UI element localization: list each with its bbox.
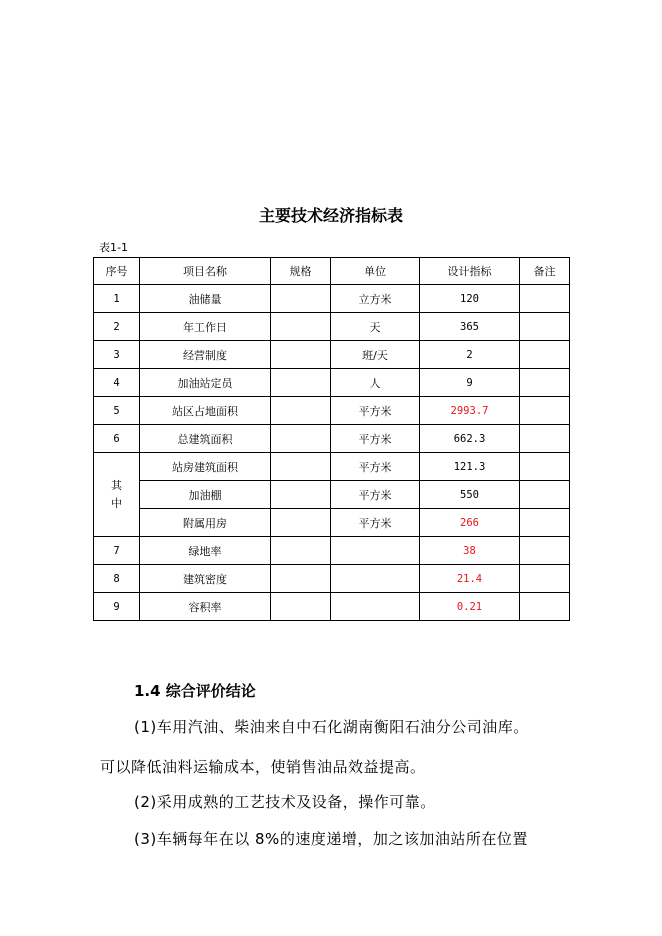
row-name: 经营制度 <box>140 341 271 369</box>
table-row <box>94 341 570 369</box>
section-heading: 1.4 综合评价结论 <box>134 682 256 700</box>
header-spec: 规格 <box>271 258 331 285</box>
paragraph-1-continued: 可以降低油料运输成本，使销售油品效益提高。 <box>100 758 426 776</box>
table-label: 表1-1 <box>99 241 128 254</box>
row-note <box>520 397 570 425</box>
sub-group-label <box>94 453 140 537</box>
table-row <box>94 593 570 621</box>
row-name: 建筑密度 <box>140 565 271 593</box>
row-value: 38 <box>420 537 520 565</box>
header-note: 备注 <box>520 258 570 285</box>
row-unit: 平方米 <box>331 425 420 453</box>
row-unit <box>331 593 420 621</box>
table-row <box>94 481 570 509</box>
sub-row-value: 121.3 <box>420 453 520 481</box>
row-spec <box>271 285 331 313</box>
page-title: 主要技术经济指标表 <box>258 206 403 225</box>
row-unit <box>331 565 420 593</box>
table-row <box>94 509 570 537</box>
row-unit: 立方米 <box>331 285 420 313</box>
spec-table <box>93 257 570 621</box>
row-note <box>520 313 570 341</box>
row-value: 662.3 <box>420 425 520 453</box>
row-note <box>520 341 570 369</box>
row-value: 120 <box>420 285 520 313</box>
sub-row-value: 266 <box>420 509 520 537</box>
table-row <box>94 313 570 341</box>
sub-row-name: 加油棚 <box>140 481 271 509</box>
row-unit: 天 <box>331 313 420 341</box>
table-row <box>94 537 570 565</box>
header-no: 序号 <box>94 258 140 285</box>
row-spec <box>271 369 331 397</box>
row-name: 容积率 <box>140 593 271 621</box>
header-unit: 单位 <box>331 258 420 285</box>
row-unit <box>331 537 420 565</box>
row-no: 5 <box>94 397 140 425</box>
row-note <box>520 537 570 565</box>
header-name: 项目名称 <box>140 258 271 285</box>
sub-row-value: 550 <box>420 481 520 509</box>
row-no: 2 <box>94 313 140 341</box>
row-note <box>520 425 570 453</box>
row-value: 2 <box>420 341 520 369</box>
row-value: 365 <box>420 313 520 341</box>
row-note <box>520 369 570 397</box>
row-spec <box>271 397 331 425</box>
row-no: 7 <box>94 537 140 565</box>
row-no: 6 <box>94 425 140 453</box>
row-note <box>520 285 570 313</box>
paragraph-1: (1)车用汽油、柴油来自中石化湖南衡阳石油分公司油库。 <box>134 718 529 736</box>
row-name: 油储量 <box>140 285 271 313</box>
sub-group-label-text: 其 中 <box>111 478 122 510</box>
row-unit: 人 <box>331 369 420 397</box>
sub-row-unit: 平方米 <box>331 481 420 509</box>
sub-row-unit: 平方米 <box>331 509 420 537</box>
sub-row-spec <box>271 481 331 509</box>
sub-row-unit: 平方米 <box>331 453 420 481</box>
header-value: 设计指标 <box>420 258 520 285</box>
row-no: 8 <box>94 565 140 593</box>
sub-row-name: 附属用房 <box>140 509 271 537</box>
table-row <box>94 453 570 481</box>
sub-row-note <box>520 481 570 509</box>
row-name: 加油站定员 <box>140 369 271 397</box>
paragraph-2: (2)采用成熟的工艺技术及设备，操作可靠。 <box>134 793 436 811</box>
row-name: 年工作日 <box>140 313 271 341</box>
row-spec <box>271 425 331 453</box>
sub-row-note <box>520 509 570 537</box>
sub-row-spec <box>271 509 331 537</box>
row-no: 3 <box>94 341 140 369</box>
row-spec <box>271 313 331 341</box>
table-header-row <box>94 258 570 285</box>
row-spec <box>271 537 331 565</box>
table-row <box>94 285 570 313</box>
table-row <box>94 565 570 593</box>
row-no: 1 <box>94 285 140 313</box>
row-spec <box>271 593 331 621</box>
row-no: 4 <box>94 369 140 397</box>
row-value: 0.21 <box>420 593 520 621</box>
sub-row-name: 站房建筑面积 <box>140 453 271 481</box>
sub-row-note <box>520 453 570 481</box>
table-row <box>94 369 570 397</box>
row-unit: 平方米 <box>331 397 420 425</box>
row-value: 21.4 <box>420 565 520 593</box>
row-name: 站区占地面积 <box>140 397 271 425</box>
row-unit: 班/天 <box>331 341 420 369</box>
row-value: 2993.7 <box>420 397 520 425</box>
table-row <box>94 397 570 425</box>
row-spec <box>271 341 331 369</box>
sub-row-spec <box>271 453 331 481</box>
row-name: 绿地率 <box>140 537 271 565</box>
row-note <box>520 565 570 593</box>
row-no: 9 <box>94 593 140 621</box>
table-row <box>94 425 570 453</box>
row-value: 9 <box>420 369 520 397</box>
row-note <box>520 593 570 621</box>
row-spec <box>271 565 331 593</box>
row-name: 总建筑面积 <box>140 425 271 453</box>
paragraph-3: (3)车辆每年在以 8%的速度递增，加之该加油站所在位置 <box>134 830 528 848</box>
